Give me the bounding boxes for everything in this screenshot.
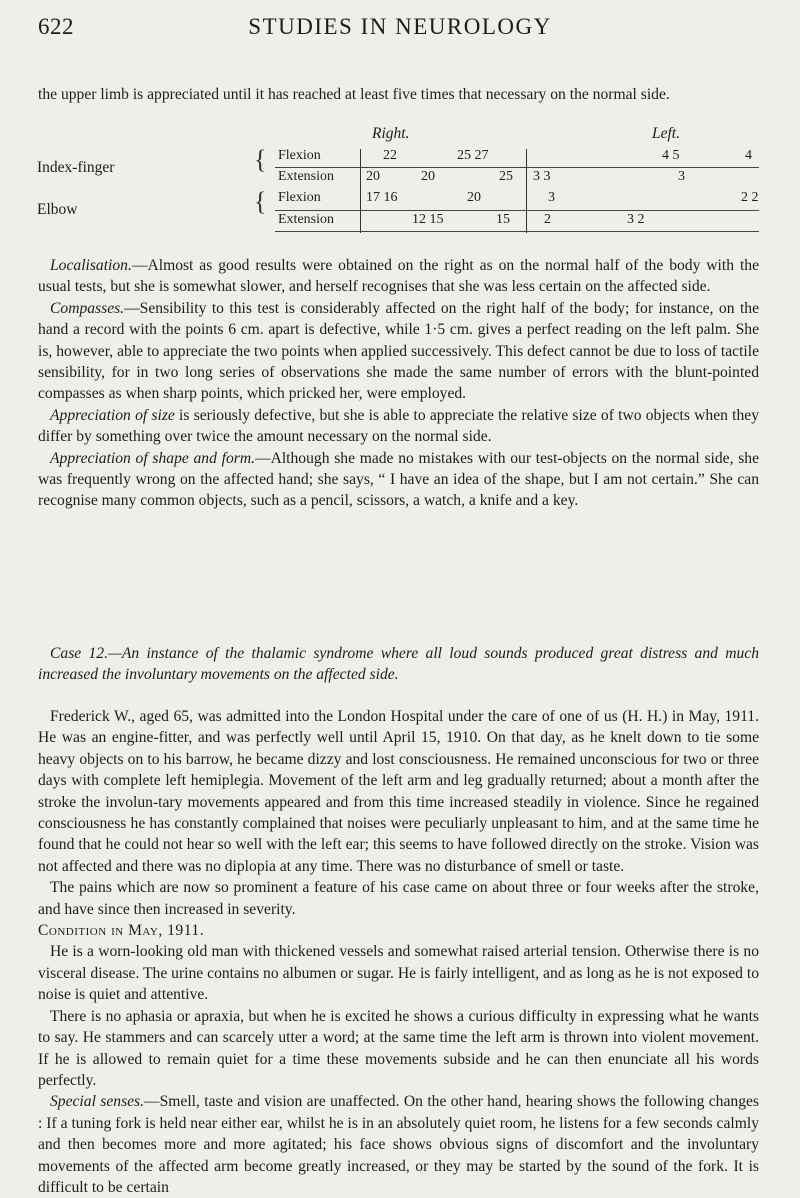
case-title <box>38 643 759 686</box>
table-cell: 2 2 <box>741 190 759 205</box>
table-cell: 25 <box>499 169 513 184</box>
paragraph-heading: Special senses. <box>50 1093 145 1111</box>
row-label: Extension <box>278 212 334 227</box>
case-number: Case 12. <box>50 645 108 662</box>
paragraph-pains: The pains which are now so prominent a feature of his case came on about three or four weeks after the stroke, and have since then increased in severity. <box>38 879 759 918</box>
paragraph-body: —Almost as good results were obtained on the right as on the normal half of the body with the usual tests, but she is somewhat slower, and herself recognises that she was less certain on the affected side. <box>38 257 759 296</box>
table-cell: 3 2 <box>627 212 645 227</box>
col-header-left: Left. <box>652 125 680 142</box>
group-label-index-finger: Index-finger <box>37 159 115 176</box>
case-description: —An instance of the thalamic syndrome where all loud sounds produced great distress and much increased the involuntary movements on the affected side. <box>38 645 759 684</box>
paragraph-frederick: Frederick W., aged 65, was admitted into the London Hospital under the care of one of us (H. H.) in May, 1911. He was an engine-fitter, and was perfectly well until April 15, 1910. On that day, as he knelt down to tie some heavy objects on to his barrow, he became dizzy and lost consciousness. He remained unconscious for two or three days with complete left hemiplegia. Movement of the left arm and leg gradually returned; about a month after the stroke the involun-tary movements appeared and from this time increased steadily in violence. Since he regained consciousness he has constantly complained that noises were peculiarly unpleasant to him, and at the same time he found that he could not hear so well with the left ear; this seems to have followed directly on the stroke. Vision was not affected and there was no diplopia at any time. There was no disturbance of smell or taste. <box>38 708 759 875</box>
col-header-right: Right. <box>372 125 410 142</box>
case-body <box>38 706 759 1198</box>
body-text <box>38 255 759 512</box>
table-cell: 20 <box>421 169 435 184</box>
paragraph-body: —Smell, taste and vision are unaffected. On the other hand, hearing shows the following changes : If a tuning fork is held near either ear, whilst he is in an absolutely quiet room, he listens for a few seconds calmly and then becomes more and more agitated; his face shows obvious signs of discomfort and the involuntary movements of the affected arm become greatly increased, or they may be started by the sound of the fork. It is difficult to be certain <box>38 1093 759 1196</box>
brace-icon: { <box>254 145 267 174</box>
paragraph-worn: He is a worn-looking old man with thickened vessels and somewhat raised arterial tension. Otherwise there is no visceral disease. The urine contains no albumen or sugar. He is fairly intelligent, and as long as he is not exposed to noise is quiet and attentive. <box>38 943 759 1004</box>
paragraph-body: —Although she made no mistakes with our test-objects on the normal side, she was frequently wrong on the affected hand; she says, “ I have an idea of the shape, but I am not certain.” She can recognise many common objects, such as a pencil, scissors, a watch, a knife and a key. <box>38 449 759 510</box>
paragraph-heading: Localisation. <box>50 257 132 274</box>
row-rule <box>275 167 759 168</box>
paragraph-localisation <box>38 255 759 298</box>
paragraph-body: is seriously defective, but she is able to appreciate the relative size of two objects when they differ by something over twice the amount necessary on the normal side. <box>38 406 759 446</box>
table-cell: 12 15 <box>412 212 444 227</box>
row-label: Flexion <box>278 148 321 163</box>
table-cell: 3 <box>678 169 685 184</box>
paragraph-shape <box>38 448 759 512</box>
row-label: Flexion <box>278 190 321 205</box>
table-cell: 3 3 <box>533 169 551 184</box>
paragraph-body: —Sensibility to this test is considerably affected on the right half of the body; for instance, on the hand a record with the points 6 cm. apart is defective, while 1·5 cm. gives a perfect reading on the left palm. She is, however, able to appreciate the two points when applied successively. This defect cannot be due to loss of tactile sensibility, for in two long series of observations she made the same number of errors with the blunt-pointed compasses as when sharp points, which pricked her, were employed. <box>38 299 759 403</box>
intro-text: the upper limb is appreciated until it has reached at least five times that necessary on the normal side. <box>38 86 670 103</box>
row-rule <box>275 210 759 211</box>
table-cell: 4 <box>745 148 752 163</box>
intro-paragraph <box>38 84 759 105</box>
paragraph-aphasia: There is no aphasia or apraxia, but when he is excited he shows a curious difficulty in expressing what he wants to say. He stammers and can scarcely utter a word; at the same time the left arm is thrown into violent movement. If he is allowed to remain quiet for a time these movements subside and he can then enunciate all his words perfectly. <box>38 1007 759 1089</box>
row-rule <box>275 231 759 232</box>
paragraph-special-senses <box>38 1091 759 1198</box>
running-title: STUDIES IN NEUROLOGY <box>248 14 552 39</box>
brace-icon: { <box>254 187 267 216</box>
table-cell: 3 <box>548 190 555 205</box>
page-header <box>0 14 800 44</box>
table-cell: 15 <box>496 212 510 227</box>
group-label-elbow: Elbow <box>37 201 78 218</box>
table-cell: 4 5 <box>662 148 680 163</box>
paragraph-heading: Compasses. <box>50 299 125 317</box>
table-cell: 25 27 <box>457 148 489 163</box>
column-rule <box>360 149 361 233</box>
section-heading-condition: Condition in May, 1911. <box>38 922 205 940</box>
paragraph-heading: Appreciation of shape and form. <box>50 449 255 467</box>
column-rule <box>526 149 527 233</box>
table-cell: 20 <box>366 169 380 184</box>
table-cell: 2 <box>544 212 551 227</box>
row-label: Extension <box>278 169 334 184</box>
paragraph-size <box>38 405 759 448</box>
paragraph-compasses <box>38 298 759 405</box>
paragraph-heading: Appreciation of size <box>50 406 175 424</box>
case-heading <box>38 643 759 686</box>
page-number: 622 <box>38 14 74 39</box>
table-cell: 20 <box>467 190 481 205</box>
table-cell: 17 16 <box>366 190 398 205</box>
table-cell: 22 <box>383 148 397 163</box>
